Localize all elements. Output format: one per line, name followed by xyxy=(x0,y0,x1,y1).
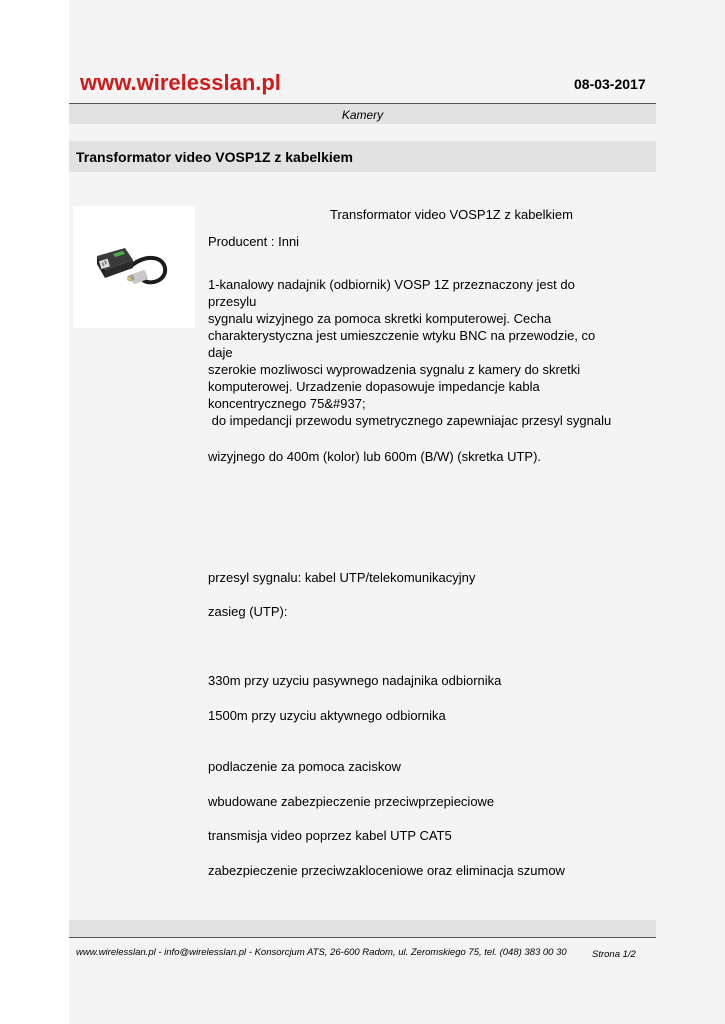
category-label: Kamery xyxy=(341,108,384,122)
range-active: 1500m przy uzyciu aktywnego odbiornika xyxy=(208,708,446,723)
description-line: 1-kanalowy nadajnik (odbiornik) VOSP 1Z przeznaczony jest do xyxy=(208,277,575,292)
page-number: Strona 1/2 xyxy=(592,949,636,960)
description-line: koncentrycznego 75&#937; xyxy=(208,396,366,411)
product-title: Transformator video VOSP1Z z kabelkiem xyxy=(76,149,353,165)
spec-range: zasieg (UTP): xyxy=(208,604,288,619)
description-line: przesylu xyxy=(208,294,257,309)
site-title[interactable]: www.wirelesslan.pl xyxy=(80,70,281,95)
description-line: do impedancji przewodu symetrycznego zapewniajac przesyl sygnalu xyxy=(208,413,612,428)
producer-line: Producent : Inni xyxy=(208,234,300,249)
feature-item: zabezpieczenie przeciwzakloceniowe oraz eliminacja szumow xyxy=(208,863,565,878)
footer-divider xyxy=(69,937,656,938)
document-date: 08-03-2017 xyxy=(574,76,646,92)
description-line: szerokie mozliwosci wyprowadzenia sygnalu z kamery do skretki xyxy=(208,362,581,377)
description-line: daje xyxy=(208,345,233,360)
description-line: sygnalu wizyjnego za pomoca skretki komputerowej. Cecha xyxy=(208,311,552,326)
description-end: wizyjnego do 400m (kolor) lub 600m (B/W) (skretka UTP). xyxy=(208,449,542,464)
product-description xyxy=(208,276,638,429)
footer-bar xyxy=(69,920,656,937)
product-photo xyxy=(73,206,195,328)
feature-item: transmisja video poprzez kabel UTP CAT5 xyxy=(208,828,452,843)
description-line: charakterystyczna jest umieszczenie wtyku BNC na przewodzie, co xyxy=(208,328,596,343)
feature-item: wbudowane zabezpieczenie przeciwprzepieciowe xyxy=(208,794,495,809)
product-name-heading: Transformator video VOSP1Z z kabelkiem xyxy=(330,207,573,222)
video-transformer-image xyxy=(73,206,195,328)
description-line: komputerowej. Urzadzenie dopasowuje impedancje kabla xyxy=(208,379,540,394)
feature-item: podlaczenie za pomoca zaciskow xyxy=(208,759,401,774)
spec-transmission: przesyl sygnalu: kabel UTP/telekomunikacyjny xyxy=(208,570,476,585)
left-margin xyxy=(0,0,69,1024)
range-passive: 330m przy uzyciu pasywnego nadajnika odbiornika xyxy=(208,673,502,688)
footer-contact: www.wirelesslan.pl - info@wirelesslan.pl - Konsorcjum ATS, 26-600 Radom, ul. Zeromskiego 75, tel. (048) 383 00 30 xyxy=(76,947,567,958)
